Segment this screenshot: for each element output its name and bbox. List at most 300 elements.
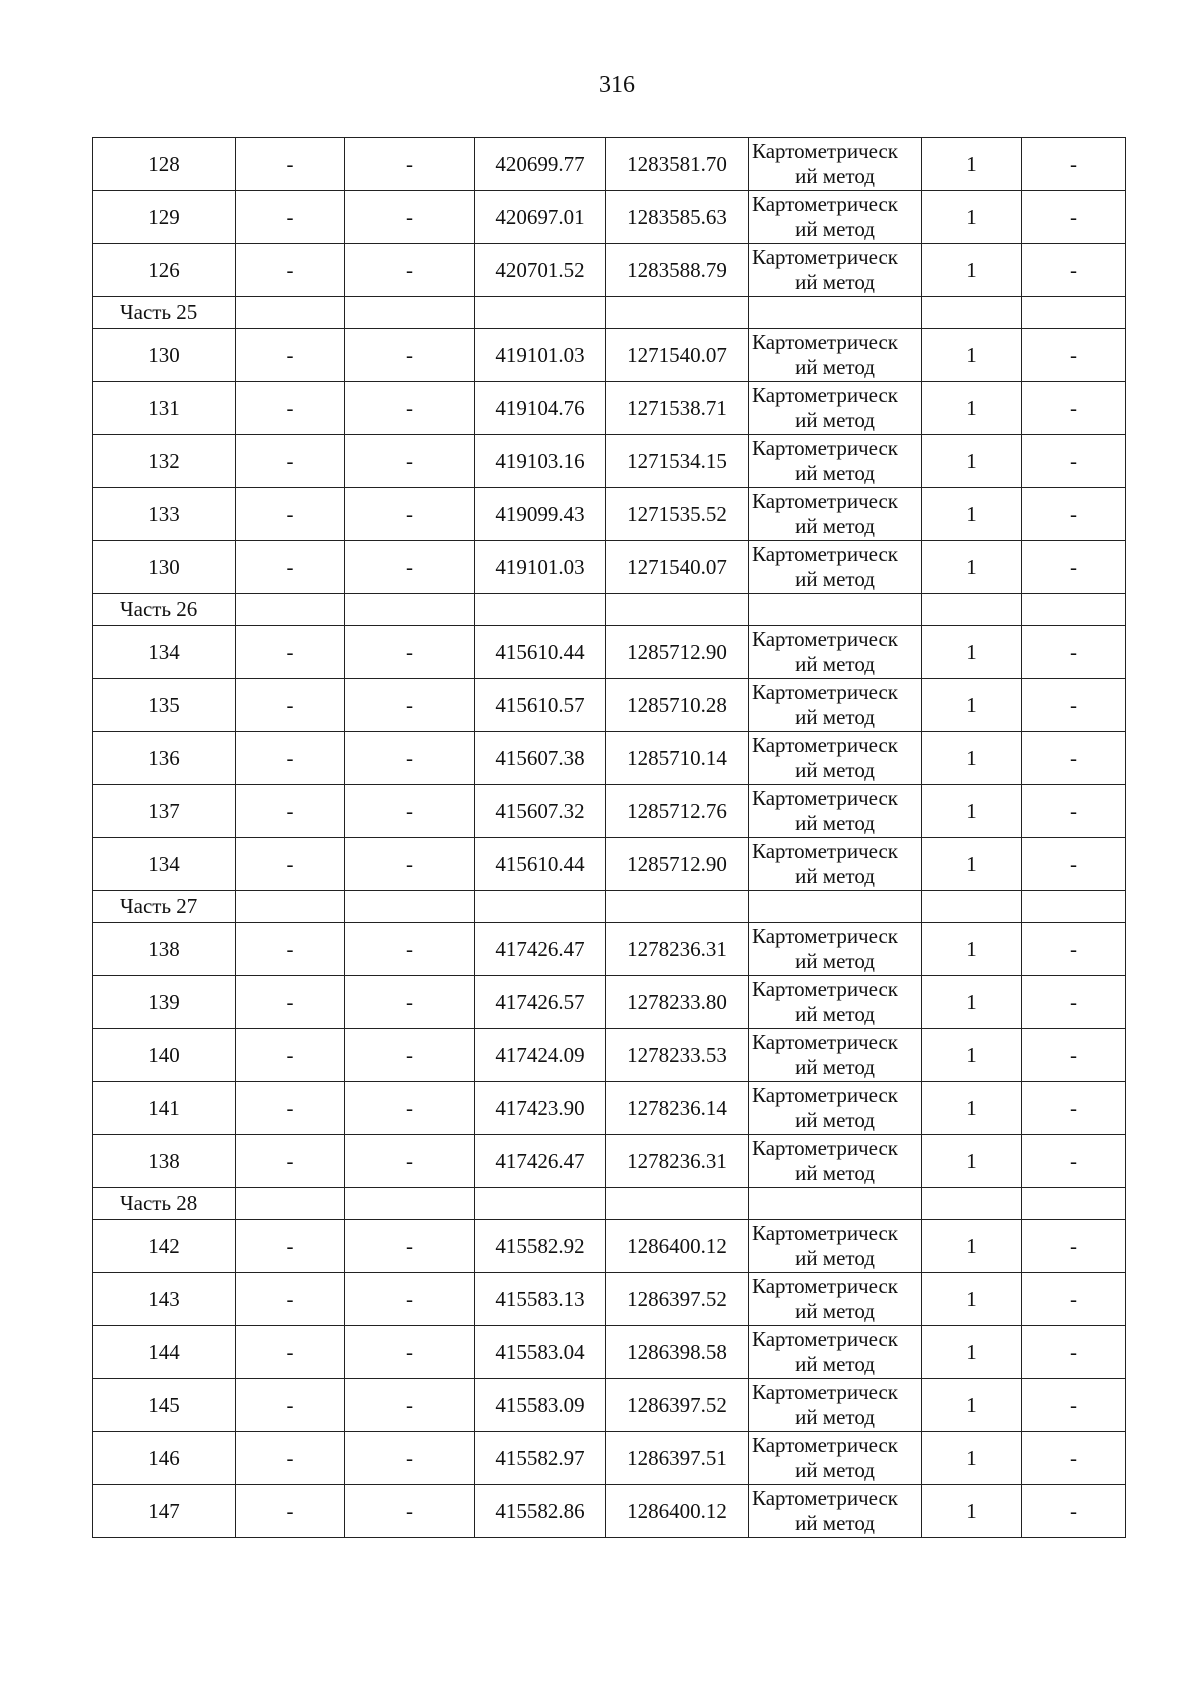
- method-text-line: Картометрическ: [752, 977, 898, 1001]
- method-text-line: ий метод: [795, 461, 875, 485]
- y-coordinate-cell: 1286397.52: [606, 1379, 749, 1432]
- method-text-line: ий метод: [795, 652, 875, 676]
- method-text-line: ий метод: [795, 705, 875, 729]
- method-text-line: Картометрическ: [752, 489, 898, 513]
- dash-cell: -: [236, 679, 345, 732]
- dash-cell: -: [1022, 1273, 1126, 1326]
- y-coordinate-cell: 1283585.63: [606, 191, 749, 244]
- y-coordinate-cell: 1271540.07: [606, 541, 749, 594]
- empty-cell: [236, 1188, 345, 1220]
- method-cell: [749, 1485, 922, 1538]
- accuracy-cell: 1: [922, 1135, 1022, 1188]
- method-cell: [749, 732, 922, 785]
- y-coordinate-cell: 1278233.80: [606, 976, 749, 1029]
- table-row: [93, 1326, 1126, 1379]
- point-number-cell: 144: [93, 1326, 236, 1379]
- empty-cell: [236, 594, 345, 626]
- accuracy-cell: 1: [922, 785, 1022, 838]
- empty-cell: [475, 1188, 606, 1220]
- dash-cell: -: [236, 626, 345, 679]
- empty-cell: [475, 891, 606, 923]
- dash-cell: -: [1022, 382, 1126, 435]
- method-cell: [749, 679, 922, 732]
- dash-cell: -: [1022, 329, 1126, 382]
- point-number-cell: 135: [93, 679, 236, 732]
- y-coordinate-cell: 1271535.52: [606, 488, 749, 541]
- accuracy-cell: 1: [922, 541, 1022, 594]
- y-coordinate-cell: 1278236.31: [606, 1135, 749, 1188]
- method-cell: [749, 1220, 922, 1273]
- accuracy-cell: 1: [922, 1029, 1022, 1082]
- point-number-cell: 136: [93, 732, 236, 785]
- empty-cell: [236, 297, 345, 329]
- empty-cell: [345, 297, 475, 329]
- method-cell: [749, 1135, 922, 1188]
- dash-cell: -: [1022, 838, 1126, 891]
- method-text-line: ий метод: [795, 1511, 875, 1535]
- point-number-cell: 130: [93, 329, 236, 382]
- empty-cell: [606, 1188, 749, 1220]
- x-coordinate-cell: 419101.03: [475, 541, 606, 594]
- method-cell: [749, 1273, 922, 1326]
- dash-cell: -: [345, 244, 475, 297]
- point-number-cell: 141: [93, 1082, 236, 1135]
- method-text-line: ий метод: [795, 1458, 875, 1482]
- method-text-line: ий метод: [795, 1352, 875, 1376]
- dash-cell: -: [1022, 785, 1126, 838]
- empty-cell: [749, 891, 922, 923]
- dash-cell: -: [236, 1379, 345, 1432]
- y-coordinate-cell: 1278236.31: [606, 923, 749, 976]
- x-coordinate-cell: 420697.01: [475, 191, 606, 244]
- method-text-line: ий метод: [795, 355, 875, 379]
- point-number-cell: 134: [93, 626, 236, 679]
- method-cell: [749, 191, 922, 244]
- accuracy-cell: 1: [922, 244, 1022, 297]
- method-text-line: ий метод: [795, 514, 875, 538]
- dash-cell: -: [236, 191, 345, 244]
- method-cell: [749, 329, 922, 382]
- dash-cell: -: [345, 785, 475, 838]
- dash-cell: -: [236, 976, 345, 1029]
- point-number-cell: 130: [93, 541, 236, 594]
- method-text-line: ий метод: [795, 164, 875, 188]
- x-coordinate-cell: 415607.38: [475, 732, 606, 785]
- method-text-line: Картометрическ: [752, 139, 898, 163]
- part-label: Часть 25: [93, 297, 236, 329]
- x-coordinate-cell: 415610.44: [475, 626, 606, 679]
- x-coordinate-cell: 419101.03: [475, 329, 606, 382]
- table-row: [93, 138, 1126, 191]
- accuracy-cell: 1: [922, 191, 1022, 244]
- method-cell: [749, 838, 922, 891]
- method-text-line: Картометрическ: [752, 680, 898, 704]
- x-coordinate-cell: 415607.32: [475, 785, 606, 838]
- method-cell: [749, 626, 922, 679]
- part-header-row: [93, 891, 1126, 923]
- y-coordinate-cell: 1286400.12: [606, 1220, 749, 1273]
- method-text-line: Картометрическ: [752, 245, 898, 269]
- x-coordinate-cell: 419099.43: [475, 488, 606, 541]
- method-text-line: Картометрическ: [752, 1486, 898, 1510]
- method-text-line: Картометрическ: [752, 1380, 898, 1404]
- point-number-cell: 133: [93, 488, 236, 541]
- point-number-cell: 138: [93, 1135, 236, 1188]
- method-text-line: Картометрическ: [752, 924, 898, 948]
- dash-cell: -: [236, 1135, 345, 1188]
- method-text-line: ий метод: [795, 408, 875, 432]
- empty-cell: [1022, 594, 1126, 626]
- dash-cell: -: [236, 382, 345, 435]
- x-coordinate-cell: 415582.92: [475, 1220, 606, 1273]
- accuracy-cell: 1: [922, 435, 1022, 488]
- empty-cell: [1022, 297, 1126, 329]
- table-row: [93, 1379, 1126, 1432]
- point-number-cell: 128: [93, 138, 236, 191]
- y-coordinate-cell: 1271538.71: [606, 382, 749, 435]
- dash-cell: -: [236, 1432, 345, 1485]
- x-coordinate-cell: 415610.44: [475, 838, 606, 891]
- dash-cell: -: [236, 541, 345, 594]
- part-label: Часть 26: [93, 594, 236, 626]
- accuracy-cell: 1: [922, 1485, 1022, 1538]
- dash-cell: -: [345, 1273, 475, 1326]
- table-row: [93, 1082, 1126, 1135]
- method-cell: [749, 976, 922, 1029]
- method-text-line: Картометрическ: [752, 1327, 898, 1351]
- x-coordinate-cell: 419104.76: [475, 382, 606, 435]
- dash-cell: -: [236, 1220, 345, 1273]
- accuracy-cell: 1: [922, 626, 1022, 679]
- dash-cell: -: [345, 1379, 475, 1432]
- dash-cell: -: [1022, 244, 1126, 297]
- method-cell: [749, 1029, 922, 1082]
- y-coordinate-cell: 1285710.14: [606, 732, 749, 785]
- accuracy-cell: 1: [922, 732, 1022, 785]
- method-text-line: Картометрическ: [752, 330, 898, 354]
- table-row: [93, 488, 1126, 541]
- method-cell: [749, 923, 922, 976]
- point-number-cell: 147: [93, 1485, 236, 1538]
- dash-cell: -: [345, 732, 475, 785]
- accuracy-cell: 1: [922, 838, 1022, 891]
- empty-cell: [606, 297, 749, 329]
- dash-cell: -: [1022, 679, 1126, 732]
- method-text-line: ий метод: [795, 1055, 875, 1079]
- method-text-line: Картометрическ: [752, 839, 898, 863]
- point-number-cell: 143: [93, 1273, 236, 1326]
- point-number-cell: 139: [93, 976, 236, 1029]
- x-coordinate-cell: 417423.90: [475, 1082, 606, 1135]
- method-text-line: ий метод: [795, 811, 875, 835]
- dash-cell: -: [345, 435, 475, 488]
- method-text-line: ий метод: [795, 1246, 875, 1270]
- dash-cell: -: [345, 1485, 475, 1538]
- page-number: 316: [599, 72, 635, 98]
- y-coordinate-cell: 1278236.14: [606, 1082, 749, 1135]
- dash-cell: -: [1022, 191, 1126, 244]
- method-text-line: Картометрическ: [752, 542, 898, 566]
- dash-cell: -: [345, 488, 475, 541]
- method-text-line: Картометрическ: [752, 383, 898, 407]
- dash-cell: -: [236, 1273, 345, 1326]
- dash-cell: -: [1022, 541, 1126, 594]
- coordinates-table: [92, 137, 1126, 1538]
- method-text-line: ий метод: [795, 1161, 875, 1185]
- point-number-cell: 131: [93, 382, 236, 435]
- empty-cell: [922, 297, 1022, 329]
- x-coordinate-cell: 420699.77: [475, 138, 606, 191]
- method-text-line: Картометрическ: [752, 627, 898, 651]
- accuracy-cell: 1: [922, 1326, 1022, 1379]
- point-number-cell: 134: [93, 838, 236, 891]
- method-text-line: ий метод: [795, 864, 875, 888]
- empty-cell: [345, 891, 475, 923]
- empty-cell: [922, 891, 1022, 923]
- empty-cell: [475, 594, 606, 626]
- method-cell: [749, 435, 922, 488]
- method-text-line: Картометрическ: [752, 1083, 898, 1107]
- accuracy-cell: 1: [922, 1273, 1022, 1326]
- point-number-cell: 132: [93, 435, 236, 488]
- method-text-line: ий метод: [795, 567, 875, 591]
- method-text-line: ий метод: [795, 758, 875, 782]
- table-row: [93, 329, 1126, 382]
- accuracy-cell: 1: [922, 329, 1022, 382]
- dash-cell: -: [1022, 1029, 1126, 1082]
- table-row: [93, 679, 1126, 732]
- empty-cell: [749, 1188, 922, 1220]
- y-coordinate-cell: 1283588.79: [606, 244, 749, 297]
- table-row: [93, 191, 1126, 244]
- table-row: [93, 976, 1126, 1029]
- dash-cell: -: [345, 626, 475, 679]
- accuracy-cell: 1: [922, 679, 1022, 732]
- dash-cell: -: [1022, 488, 1126, 541]
- method-cell: [749, 382, 922, 435]
- method-text-line: Картометрическ: [752, 1433, 898, 1457]
- point-number-cell: 142: [93, 1220, 236, 1273]
- y-coordinate-cell: 1271540.07: [606, 329, 749, 382]
- y-coordinate-cell: 1286397.51: [606, 1432, 749, 1485]
- accuracy-cell: 1: [922, 138, 1022, 191]
- method-cell: [749, 1432, 922, 1485]
- x-coordinate-cell: 420701.52: [475, 244, 606, 297]
- accuracy-cell: 1: [922, 1379, 1022, 1432]
- dash-cell: -: [1022, 1379, 1126, 1432]
- dash-cell: -: [236, 329, 345, 382]
- point-number-cell: 137: [93, 785, 236, 838]
- empty-cell: [922, 1188, 1022, 1220]
- x-coordinate-cell: 415583.13: [475, 1273, 606, 1326]
- dash-cell: -: [236, 838, 345, 891]
- method-text-line: Картометрическ: [752, 1221, 898, 1245]
- method-cell: [749, 541, 922, 594]
- dash-cell: -: [236, 1326, 345, 1379]
- dash-cell: -: [345, 923, 475, 976]
- dash-cell: -: [236, 785, 345, 838]
- dash-cell: -: [345, 1082, 475, 1135]
- dash-cell: -: [345, 1326, 475, 1379]
- dash-cell: -: [345, 329, 475, 382]
- dash-cell: -: [1022, 1135, 1126, 1188]
- table-row: [93, 435, 1126, 488]
- part-header-row: [93, 297, 1126, 329]
- table-row: [93, 1273, 1126, 1326]
- dash-cell: -: [1022, 626, 1126, 679]
- part-label: Часть 27: [93, 891, 236, 923]
- point-number-cell: 145: [93, 1379, 236, 1432]
- dash-cell: -: [345, 138, 475, 191]
- method-text-line: Картометрическ: [752, 786, 898, 810]
- accuracy-cell: 1: [922, 1432, 1022, 1485]
- dash-cell: -: [1022, 1082, 1126, 1135]
- dash-cell: -: [1022, 1432, 1126, 1485]
- method-cell: [749, 1082, 922, 1135]
- point-number-cell: 146: [93, 1432, 236, 1485]
- table-row: [93, 732, 1126, 785]
- method-cell: [749, 1326, 922, 1379]
- method-text-line: Картометрическ: [752, 1030, 898, 1054]
- accuracy-cell: 1: [922, 488, 1022, 541]
- part-header-row: [93, 1188, 1126, 1220]
- table-body: [93, 138, 1126, 1538]
- y-coordinate-cell: 1285712.90: [606, 838, 749, 891]
- table-row: [93, 1432, 1126, 1485]
- y-coordinate-cell: 1283581.70: [606, 138, 749, 191]
- dash-cell: -: [345, 1432, 475, 1485]
- dash-cell: -: [345, 838, 475, 891]
- accuracy-cell: 1: [922, 1220, 1022, 1273]
- y-coordinate-cell: 1271534.15: [606, 435, 749, 488]
- y-coordinate-cell: 1285712.76: [606, 785, 749, 838]
- method-text-line: Картометрическ: [752, 733, 898, 757]
- point-number-cell: 138: [93, 923, 236, 976]
- point-number-cell: 126: [93, 244, 236, 297]
- x-coordinate-cell: 415582.86: [475, 1485, 606, 1538]
- dash-cell: -: [1022, 138, 1126, 191]
- table-row: [93, 785, 1126, 838]
- dash-cell: -: [345, 679, 475, 732]
- method-cell: [749, 244, 922, 297]
- dash-cell: -: [345, 382, 475, 435]
- empty-cell: [749, 297, 922, 329]
- empty-cell: [475, 297, 606, 329]
- table-row: [93, 1485, 1126, 1538]
- x-coordinate-cell: 417426.47: [475, 1135, 606, 1188]
- dash-cell: -: [345, 1029, 475, 1082]
- dash-cell: -: [236, 138, 345, 191]
- y-coordinate-cell: 1286397.52: [606, 1273, 749, 1326]
- dash-cell: -: [1022, 1220, 1126, 1273]
- method-text-line: Картометрическ: [752, 436, 898, 460]
- method-text-line: ий метод: [795, 217, 875, 241]
- empty-cell: [1022, 1188, 1126, 1220]
- y-coordinate-cell: 1286400.12: [606, 1485, 749, 1538]
- table-row: [93, 838, 1126, 891]
- dash-cell: -: [1022, 1326, 1126, 1379]
- y-coordinate-cell: 1278233.53: [606, 1029, 749, 1082]
- empty-cell: [345, 1188, 475, 1220]
- method-text-line: ий метод: [795, 1299, 875, 1323]
- method-text-line: ий метод: [795, 1002, 875, 1026]
- accuracy-cell: 1: [922, 976, 1022, 1029]
- dash-cell: -: [236, 923, 345, 976]
- empty-cell: [345, 594, 475, 626]
- table-row: [93, 1029, 1126, 1082]
- dash-cell: -: [1022, 976, 1126, 1029]
- dash-cell: -: [236, 244, 345, 297]
- accuracy-cell: 1: [922, 1082, 1022, 1135]
- dash-cell: -: [1022, 435, 1126, 488]
- x-coordinate-cell: 419103.16: [475, 435, 606, 488]
- table-row: [93, 541, 1126, 594]
- part-label: Часть 28: [93, 1188, 236, 1220]
- method-cell: [749, 785, 922, 838]
- dash-cell: -: [345, 1220, 475, 1273]
- dash-cell: -: [345, 976, 475, 1029]
- table-row: [93, 923, 1126, 976]
- dash-cell: -: [236, 1485, 345, 1538]
- point-number-cell: 129: [93, 191, 236, 244]
- accuracy-cell: 1: [922, 923, 1022, 976]
- empty-cell: [606, 594, 749, 626]
- dash-cell: -: [1022, 923, 1126, 976]
- dash-cell: -: [236, 732, 345, 785]
- table-row: [93, 626, 1126, 679]
- method-text-line: Картометрическ: [752, 192, 898, 216]
- dash-cell: -: [236, 1029, 345, 1082]
- x-coordinate-cell: 415583.04: [475, 1326, 606, 1379]
- y-coordinate-cell: 1286398.58: [606, 1326, 749, 1379]
- x-coordinate-cell: 415583.09: [475, 1379, 606, 1432]
- table-row: [93, 1220, 1126, 1273]
- method-cell: [749, 1379, 922, 1432]
- accuracy-cell: 1: [922, 382, 1022, 435]
- part-header-row: [93, 594, 1126, 626]
- method-text-line: Картометрическ: [752, 1136, 898, 1160]
- empty-cell: [922, 594, 1022, 626]
- x-coordinate-cell: 415582.97: [475, 1432, 606, 1485]
- point-number-cell: 140: [93, 1029, 236, 1082]
- table-row: [93, 1135, 1126, 1188]
- empty-cell: [606, 891, 749, 923]
- dash-cell: -: [345, 1135, 475, 1188]
- method-text-line: ий метод: [795, 270, 875, 294]
- dash-cell: -: [236, 435, 345, 488]
- method-text-line: ий метод: [795, 1405, 875, 1429]
- y-coordinate-cell: 1285712.90: [606, 626, 749, 679]
- empty-cell: [1022, 891, 1126, 923]
- dash-cell: -: [345, 191, 475, 244]
- method-text-line: Картометрическ: [752, 1274, 898, 1298]
- method-text-line: ий метод: [795, 1108, 875, 1132]
- x-coordinate-cell: 417426.47: [475, 923, 606, 976]
- empty-cell: [749, 594, 922, 626]
- x-coordinate-cell: 417426.57: [475, 976, 606, 1029]
- table-row: [93, 244, 1126, 297]
- dash-cell: -: [1022, 1485, 1126, 1538]
- table-row: [93, 382, 1126, 435]
- method-cell: [749, 488, 922, 541]
- x-coordinate-cell: 415610.57: [475, 679, 606, 732]
- dash-cell: -: [345, 541, 475, 594]
- dash-cell: -: [1022, 732, 1126, 785]
- method-text-line: ий метод: [795, 949, 875, 973]
- y-coordinate-cell: 1285710.28: [606, 679, 749, 732]
- empty-cell: [236, 891, 345, 923]
- method-cell: [749, 138, 922, 191]
